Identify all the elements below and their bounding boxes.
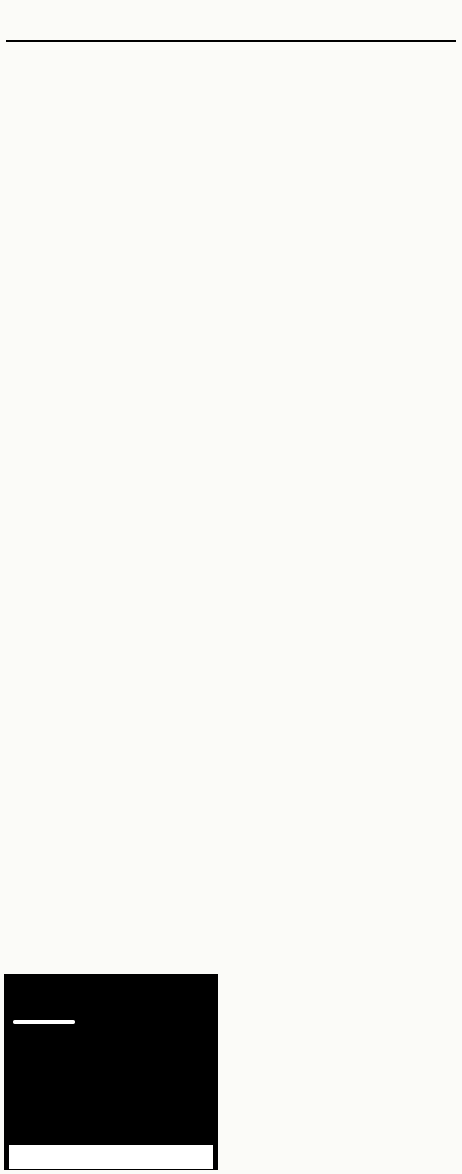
newspaper-page bbox=[0, 4, 462, 1174]
malaysia-ad bbox=[4, 974, 218, 1170]
ad-top-line bbox=[5, 975, 217, 997]
final-column-text bbox=[226, 966, 456, 1174]
headline bbox=[0, 4, 462, 40]
ad-emgs-line bbox=[5, 1107, 217, 1125]
ad-agent-badge bbox=[13, 1020, 75, 1024]
headline-rule bbox=[6, 40, 456, 42]
ad-phone bbox=[9, 1145, 213, 1169]
ad-price bbox=[5, 1063, 217, 1107]
article-body bbox=[6, 48, 456, 966]
ad-diploma-line bbox=[5, 1047, 217, 1063]
ad-title-row bbox=[5, 997, 217, 1047]
ad-student-line bbox=[5, 1125, 217, 1143]
bottom-section bbox=[0, 966, 462, 1174]
